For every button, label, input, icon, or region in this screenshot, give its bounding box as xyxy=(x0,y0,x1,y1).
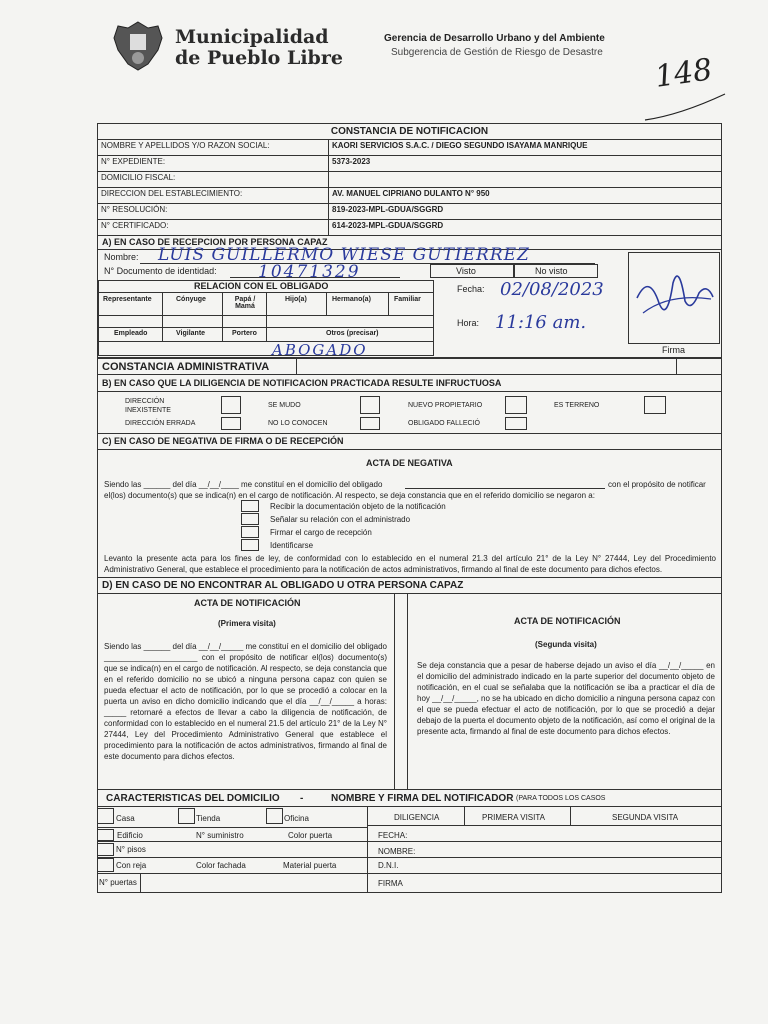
segunda-visita-sub: (Segunda visita) xyxy=(535,640,597,649)
material-puerta-label: Material puerta xyxy=(283,861,337,870)
relacion-option: Portero xyxy=(232,330,257,337)
handwritten-page-number: 148 xyxy=(652,52,715,95)
diligencia-row: FECHA: xyxy=(378,831,408,840)
fecha-label: Fecha: xyxy=(457,284,485,294)
option-nuevo-propietario: NUEVO PROPIETARIO xyxy=(408,402,483,409)
option-es-terreno: ES TERRENO xyxy=(554,402,600,409)
signature-box[interactable] xyxy=(628,252,720,344)
primera-visita-title: ACTA DE NOTIFICACIÓN xyxy=(194,598,301,608)
signature-icon xyxy=(629,253,719,343)
firma-label: Firma xyxy=(662,345,685,355)
checkbox-identificarse[interactable] xyxy=(241,539,259,551)
checkbox-senalar[interactable] xyxy=(241,513,259,525)
tienda-label: Tienda xyxy=(196,814,221,823)
municipality-name-line1: Municipalidad xyxy=(175,26,329,48)
puertas-label: N° puertas xyxy=(99,878,137,887)
visto-label: Visto xyxy=(456,266,476,276)
negativa-closing: Levanto la presente acta para los fines de ley, de conformidad con lo establecido en el numeral 21.3 del artículo 21° de la Ley N° 27444, Ley del Procedimiento Administrativo General, que establece el procedimiento para la notificación de actos administrativos, firmando al final de este documento para dichos efectos. xyxy=(104,554,716,574)
option-direccion-errada: DIRECCIÓN ERRADA xyxy=(125,420,196,427)
hora-value[interactable]: 11:16 am. xyxy=(495,312,587,333)
field-label: N° EXPEDIENTE: xyxy=(98,156,329,171)
checkbox-firmar[interactable] xyxy=(241,526,259,538)
nombre-value[interactable]: LUIS GUILLERMO WIESE GUTIERREZ xyxy=(158,245,530,265)
segunda-visita-title: ACTA DE NOTIFICACIÓN xyxy=(514,616,621,626)
field-value[interactable] xyxy=(329,172,721,187)
documento-label: N° Documento de identidad: xyxy=(104,266,217,276)
section-a-label: A) EN CASO DE RECEPCION POR PERSONA CAPAZ xyxy=(102,237,328,247)
check-identificarse: Identificarse xyxy=(270,541,314,550)
oficina-checkbox[interactable] xyxy=(266,808,283,824)
checkbox-direccion-errada[interactable] xyxy=(221,417,241,430)
form-title: CONSTANCIA DE NOTIFICACION xyxy=(330,126,489,137)
title-dash: - xyxy=(300,793,304,804)
documento-value[interactable]: 10471329 xyxy=(258,262,361,282)
edificio-checkbox[interactable] xyxy=(97,829,114,841)
field-value[interactable]: KAORI SERVICIOS S.A.C. / DIEGO SEGUNDO ISAYAMA MANRIQUE xyxy=(332,141,588,150)
constancia-admin-row xyxy=(97,358,722,375)
diligencia-col: DILIGENCIA xyxy=(394,813,440,822)
checkbox-se-mudo[interactable] xyxy=(360,396,380,414)
section-b-label: B) EN CASO QUE LA DILIGENCIA DE NOTIFICACION PRACTICADA RESULTE INFRUCTUOSA xyxy=(102,378,502,388)
acta-negativa-title: ACTA DE NEGATIVA xyxy=(366,458,453,468)
field-row-resolucion xyxy=(97,204,722,220)
oficina-label: Oficina xyxy=(284,814,309,823)
field-label: N° CERTIFICADO: xyxy=(98,220,329,235)
notificador-title: NOMBRE Y FIRMA DEL NOTIFICADOR xyxy=(331,793,514,804)
section-b-title xyxy=(97,375,722,392)
fecha-value[interactable]: 02/08/2023 xyxy=(500,279,604,300)
relacion-title: RELACION CON EL OBLIGADO xyxy=(194,281,329,291)
field-value[interactable]: 819-2023-MPL-GDUA/SGGRD xyxy=(332,205,444,214)
relacion-option: Cónyuge xyxy=(176,296,206,303)
field-label: NOMBRE Y APELLIDOS Y/O RAZON SOCIAL: xyxy=(98,140,329,155)
pisos-checkbox[interactable] xyxy=(97,843,114,856)
checkbox-obligado-fallecio[interactable] xyxy=(505,417,527,430)
relacion-option: Familiar xyxy=(394,296,421,303)
section-c-label: C) EN CASO DE NEGATIVA DE FIRMA O DE RECEPCIÓN xyxy=(102,436,344,446)
diligencia-col: SEGUNDA VISITA xyxy=(612,813,679,822)
field-row-certificado xyxy=(97,220,722,236)
constancia-admin-title: CONSTANCIA ADMINISTRATIVA xyxy=(102,361,270,373)
relacion-option: Otros (precisar) xyxy=(326,330,379,337)
color-fachada-label: Color fachada xyxy=(196,861,246,870)
municipality-name-line2: de Pueblo Libre xyxy=(175,47,343,69)
relacion-option: Papá / Mamá xyxy=(234,296,256,310)
negativa-paragraph-end: con el propósito de notificar xyxy=(608,480,706,489)
subgerencia-title: Subgerencia de Gestión de Riesgo de Desastre xyxy=(391,47,603,58)
pisos-label: N° pisos xyxy=(116,845,146,854)
check-firmar: Firmar el cargo de recepción xyxy=(270,528,372,537)
color-puerta-label: Color puerta xyxy=(288,831,333,840)
option-obligado-fallecio: OBLIGADO FALLECIÓ xyxy=(408,420,480,427)
field-row-domicilio xyxy=(97,172,722,188)
checkbox-no-lo-conocen[interactable] xyxy=(360,417,380,430)
form-title-row xyxy=(97,123,722,140)
option-no-lo-conocen: NO LO CONOCEN xyxy=(268,420,328,427)
handwritten-stroke xyxy=(640,90,730,125)
suministro-label: N° suministro xyxy=(196,831,244,840)
segunda-visita-text: Se deja constancia que a pesar de haberse dejado un aviso el día __/__/_____ en el domicilio del administrado indicado en la parte superior del documento objeto de notificación, en el cual se señalaba que la notificación se iba a practicar el día de hoy __/__/_____, no se ha ubicado en dicho domicilio a ninguna persona capaz con el que se pueda efectuar el acto de notificación, por lo que se procedió a dejar debajo de la puerta el documento objeto de la notificación, así como el original de la presente acta, firmando al final de este documento para dichos efectos. xyxy=(417,661,715,736)
check-senalar: Señalar su relación con el administrado xyxy=(270,515,411,524)
gerencia-title: Gerencia de Desarrollo Urbano y del Ambiente xyxy=(384,33,605,44)
field-value[interactable]: 614-2023-MPL-GDUA/SGGRD xyxy=(332,221,444,230)
check-recibir: Recibir la documentación objeto de la notificación xyxy=(270,502,446,511)
relacion-option: Vigilante xyxy=(176,330,206,337)
casa-checkbox[interactable] xyxy=(97,808,114,824)
no-visto-label: No visto xyxy=(535,266,568,276)
option-se-mudo: SE MUDO xyxy=(268,402,301,409)
field-row-expediente xyxy=(97,156,722,172)
primera-visita-sub: (Primera visita) xyxy=(218,619,276,628)
checkbox-direccion-inexistente[interactable] xyxy=(221,396,241,414)
field-value[interactable]: AV. MANUEL CIPRIANO DULANTO N° 950 xyxy=(332,189,490,198)
negativa-paragraph-2: el(los) documento(s) que se indica(n) en el cargo de notificación. Al respecto, se deja constancia que en el referido domicilio se negaron a: xyxy=(104,491,595,500)
domicilio-title: CARACTERISTICAS DEL DOMICILIO xyxy=(106,793,280,804)
casa-label: Casa xyxy=(116,814,135,823)
field-label: DOMICILIO FISCAL: xyxy=(98,172,329,187)
otros-value[interactable]: ABOGADO xyxy=(272,341,368,359)
field-row-nombre xyxy=(97,140,722,156)
hora-label: Hora: xyxy=(457,318,480,328)
primera-visita-text: Siendo las ______ del día __/__/_____ me constituí en el domicilio del obligado _____________________ con el propósito de notificar el(los) documento(s) que se indica(n) en el cargo de notificación. Al respecto, se deja constancia que en el referido domicilio no se ubicó a ninguna persona capaz con quien se pueda efectuar el acto de notificación, por lo que se procedió a colocar en la puerta un aviso en dicho domicilio indicando que el día __/__/_____ a horas: _____ retornaré a efectos de llevar a cabo la diligencia de notificación, de conformidad con lo establecido en el numeral 21.5 del artículo 21° de la Ley N° 27444, Ley del Procedimiento Administrativo General que establece el procedimiento para la notificación de actos administrativos, firmando al final de este documento para dichos efectos. xyxy=(104,642,387,761)
checkbox-recibir[interactable] xyxy=(241,500,259,512)
edificio-label: Edificio xyxy=(117,831,143,840)
municipal-crest-icon xyxy=(108,20,168,72)
relacion-option: Hijo(a) xyxy=(285,296,307,303)
section-c-title xyxy=(97,434,722,450)
negativa-paragraph-start: Siendo las ______ del día __/__/____ me constituí en el domicilio del obligado xyxy=(104,480,383,489)
diligencia-col: PRIMERA VISITA xyxy=(482,813,545,822)
relacion-option: Empleado xyxy=(114,330,148,337)
diligencia-row: FIRMA xyxy=(378,879,403,888)
checkbox-nuevo-propietario[interactable] xyxy=(505,396,527,414)
field-row-direccion xyxy=(97,188,722,204)
diligencia-row: D.N.I. xyxy=(378,861,399,870)
notificador-note: (PARA TODOS LOS CASOS xyxy=(516,795,606,802)
relacion-option: Hermano(a) xyxy=(332,296,371,303)
field-label: DIRECCION DEL ESTABLECIMIENTO: xyxy=(98,188,329,203)
nombre-label: Nombre: xyxy=(104,252,139,262)
relacion-option: Representante xyxy=(103,296,152,303)
diligencia-row: NOMBRE: xyxy=(378,847,416,856)
section-d-label: D) EN CASO DE NO ENCONTRAR AL OBLIGADO U OTRA PERSONA CAPAZ xyxy=(102,580,464,591)
section-d-title xyxy=(97,578,722,594)
field-value[interactable]: 5373-2023 xyxy=(332,157,371,166)
con-reja-checkbox[interactable] xyxy=(97,858,114,872)
option-direccion-inexistente: DIRECCIÓN INEXISTENTE xyxy=(125,398,171,414)
checkbox-es-terreno[interactable] xyxy=(644,396,666,414)
con-reja-label: Con reja xyxy=(116,861,147,870)
tienda-checkbox[interactable] xyxy=(178,808,195,824)
field-label: N° RESOLUCIÓN: xyxy=(98,204,329,219)
